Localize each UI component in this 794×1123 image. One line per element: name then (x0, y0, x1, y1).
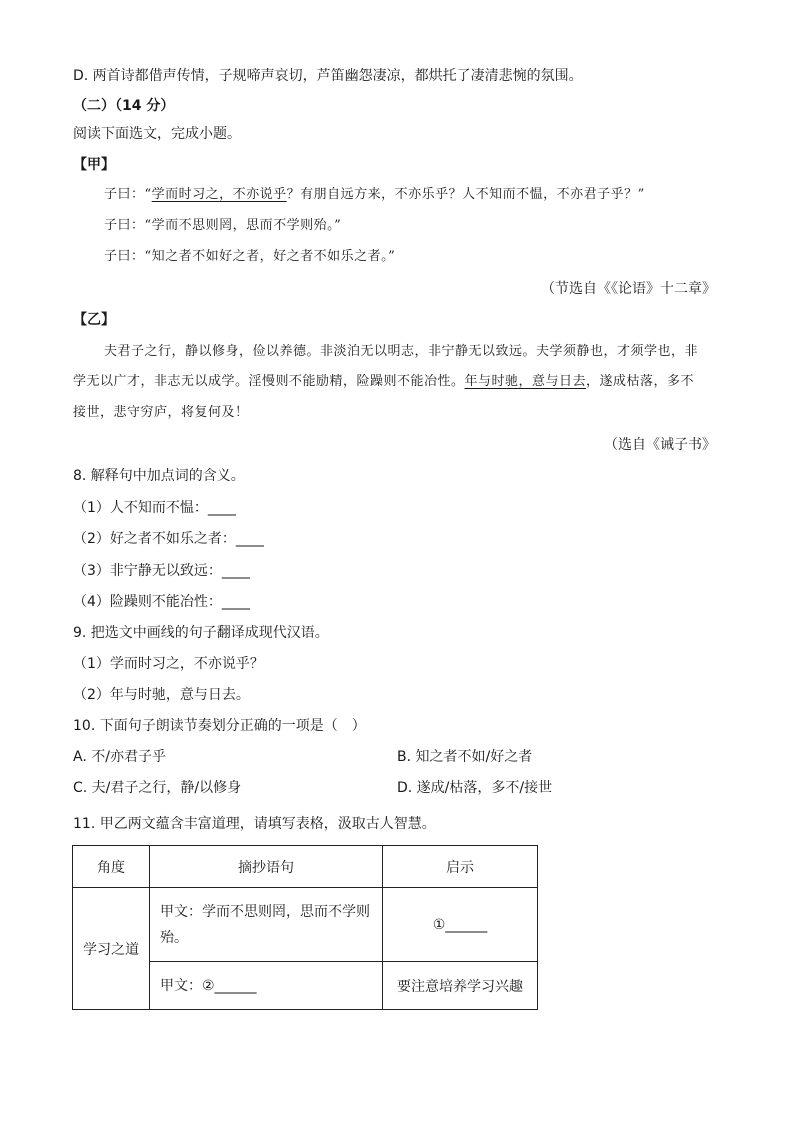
passage-jia-line-1: 子曰：“学而时习之，不亦说乎？有朋自远方来，不亦乐乎？人不知而不愠，不亦君子乎？” (104, 187, 645, 202)
reading-instruction: 阅读下面选文，完成小题。 (73, 126, 241, 142)
q10-option-c: C. 夫/君子之行，静/以修身 (73, 780, 242, 796)
table-row (73, 888, 538, 962)
q8-item-2: （2）好之者不如乐之者：____ (73, 531, 264, 547)
passage-yi-source: （选自《诫子书》 (604, 437, 716, 453)
passage-jia-line-2: 子曰：“学而不思则罔，思而不学则殆。” (104, 218, 342, 233)
passage-yi-line-3: 接世，悲守穷庐，将复何及！ (73, 405, 249, 420)
passage-jia-source: （节选自《《论语》十二章》 (541, 281, 716, 297)
option-d-previous-question: D. 两首诗都借声传情，子规啼声哀切，芦笛幽怨凄凉，都烘托了凄清悲惋的氛围。 (73, 68, 583, 84)
q8-item-4: （4）险躁则不能冶性：____ (73, 594, 250, 610)
q8-stem: 8. 解释句中加点词的含义。 (73, 468, 245, 484)
passage-yi-line-1: 夫君子之行，静以修身，俭以养德。非淡泊无以明志，非宁静无以致远。夫学须静也，才须学也，非 (104, 344, 699, 359)
q8-item-1: （1）人不知而不愠：____ (73, 500, 236, 516)
passage-jia-label: 【甲】 (73, 157, 115, 173)
row1-quote: 甲文：学而不思则罔，思而不学则殆。 (150, 888, 383, 962)
q9-item-1: （1）学而时习之，不亦说乎？ (73, 656, 264, 672)
q10-stem: 10. 下面句子朗读节奏划分正确的一项是（ ） (73, 718, 366, 734)
q10-option-a: A. 不/亦君子乎 (73, 749, 166, 765)
row2-insight: 要注意培养学习兴趣 (383, 962, 538, 1010)
table-header-row (73, 846, 538, 888)
q9-item-2: （2）年与时驰，意与日去。 (73, 687, 250, 703)
section-title: （二）（14 分） (73, 98, 175, 114)
header-angle: 角度 (73, 846, 150, 888)
q10-option-b: B. 知之者不如/好之者 (397, 749, 533, 765)
q11-table (72, 845, 538, 1010)
row2-quote-blank[interactable]: 甲文：②______ (150, 962, 383, 1010)
underlined-sentence-1: 学而时习之，不亦说乎 (151, 187, 287, 202)
q11-stem: 11. 甲乙两文蕴含丰富道理，请填写表格，汲取古人智慧。 (73, 816, 436, 832)
row1-insight-blank[interactable]: ①______ (383, 888, 538, 962)
q8-item-3: （3）非宁静无以致远：____ (73, 563, 250, 579)
header-quote: 摘抄语句 (150, 846, 383, 888)
underlined-sentence-2: 年与时驰，意与日去 (464, 374, 587, 389)
passage-yi-label: 【乙】 (73, 312, 115, 328)
row-label-learning: 学习之道 (73, 888, 150, 1010)
passage-jia-line-3: 子曰：“知之者不如好之者，好之者不如乐之者。” (104, 249, 396, 264)
q10-option-d: D. 遂成/枯落，多不/接世 (397, 780, 553, 796)
header-insight: 启示 (383, 846, 538, 888)
passage-yi-line-2: 学无以广才，非志无以成学。淫慢则不能励精，险躁则不能冶性。年与时驰，意与日去，遂成枯落，多不 (73, 374, 695, 389)
q9-stem: 9. 把选文中画线的句子翻译成现代汉语。 (73, 625, 329, 641)
